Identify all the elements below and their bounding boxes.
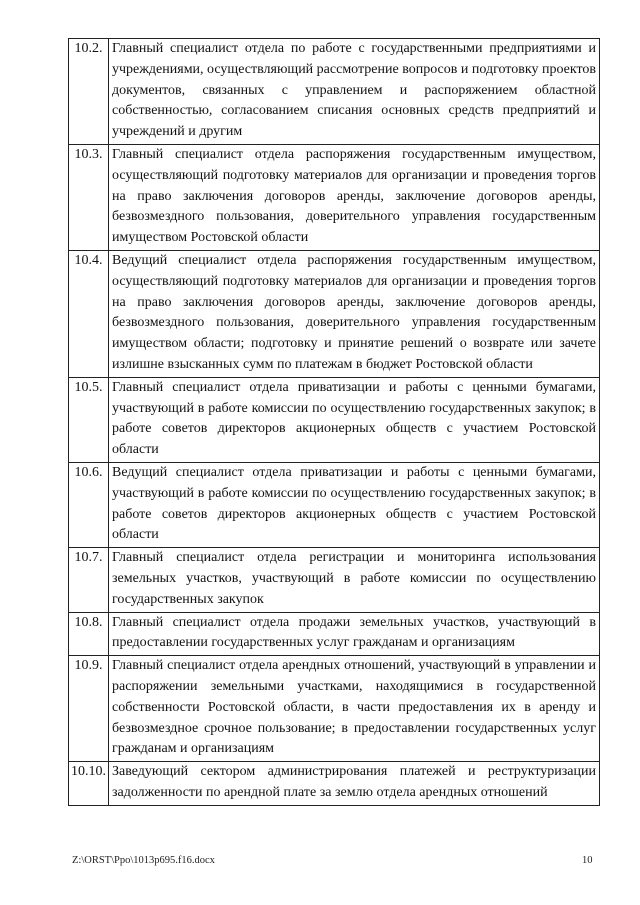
table-row xyxy=(69,462,600,547)
position-description: Главный специалист отдела приватизации и работы с ценными бумагами, участвующий в работе комиссии по осуществлению государственных закупок; в работе советов директоров акционерных обществ с участием Ростовской области xyxy=(109,377,600,462)
row-number: 10.7. xyxy=(69,548,109,612)
table-row xyxy=(69,250,600,377)
row-number: 10.3. xyxy=(69,144,109,250)
table-row xyxy=(69,656,600,762)
position-description: Главный специалист отдела продажи земельных участков, участвующий в предоставлении государственных услуг гражданам и организациям xyxy=(109,612,600,656)
table-row xyxy=(69,144,600,250)
position-description: Заведующий сектором администрирования платежей и реструктуризации задолженности по арендной плате за землю отдела арендных отношений xyxy=(109,762,600,806)
table-row xyxy=(69,39,600,145)
row-number: 10.8. xyxy=(69,612,109,656)
row-number: 10.9. xyxy=(69,656,109,762)
table-row xyxy=(69,548,600,612)
row-number: 10.2. xyxy=(69,39,109,145)
position-description: Ведущий специалист отдела распоряжения государственным имуществом, осуществляющий подготовку материалов для организации и проведения торгов на право заключения договоров аренды, заключение договоров аренды, безвозмездного пользования, доверительного управления государственным имуществом области; подготовку и принятие решений о возврате или зачете излишне взысканных сумм по платежам в бюджет Ростовской области xyxy=(109,250,600,377)
table-row xyxy=(69,612,600,656)
row-number: 10.5. xyxy=(69,377,109,462)
table-row xyxy=(69,762,600,806)
footer-file-path: Z:\ORST\Ppo\1013p695.f16.docx xyxy=(72,855,215,866)
position-description: Главный специалист отдела регистрации и мониторинга использования земельных участков, участвующий в работе комиссии по осуществлению государственных закупок xyxy=(109,548,600,612)
positions-table xyxy=(68,38,600,806)
table-row xyxy=(69,377,600,462)
position-description: Главный специалист отдела распоряжения государственным имуществом, осуществляющий подготовку материалов для организации и проведения торгов на право заключения договоров аренды, заключение договоров аренды, безвозмездного пользования, доверительного управления государственным имуществом Ростовской области xyxy=(109,144,600,250)
row-number: 10.4. xyxy=(69,250,109,377)
position-description: Главный специалист отдела по работе с государственными предприятиями и учреждениями, осуществляющий рассмотрение вопросов и подготовку проектов документов, связанных с управлением и распоряжением областной собственностью, согласованием списания основных средств предприятий и учреждений и другим xyxy=(109,39,600,145)
row-number: 10.10. xyxy=(69,762,109,806)
position-description: Главный специалист отдела арендных отношений, участвующий в управлении и распоряжении земельными участками, находящимися в государственной собственности Ростовской области, в части предоставления их в аренду и безвозмездное срочное пользование; в предоставлении государственных услуг гражданам и организациям xyxy=(109,656,600,762)
page-number: 10 xyxy=(582,855,593,866)
row-number: 10.6. xyxy=(69,462,109,547)
position-description: Ведущий специалист отдела приватизации и работы с ценными бумагами, участвующий в работе комиссии по осуществлению государственных закупок; в работе советов директоров акционерных обществ с участием Ростовской области xyxy=(109,462,600,547)
